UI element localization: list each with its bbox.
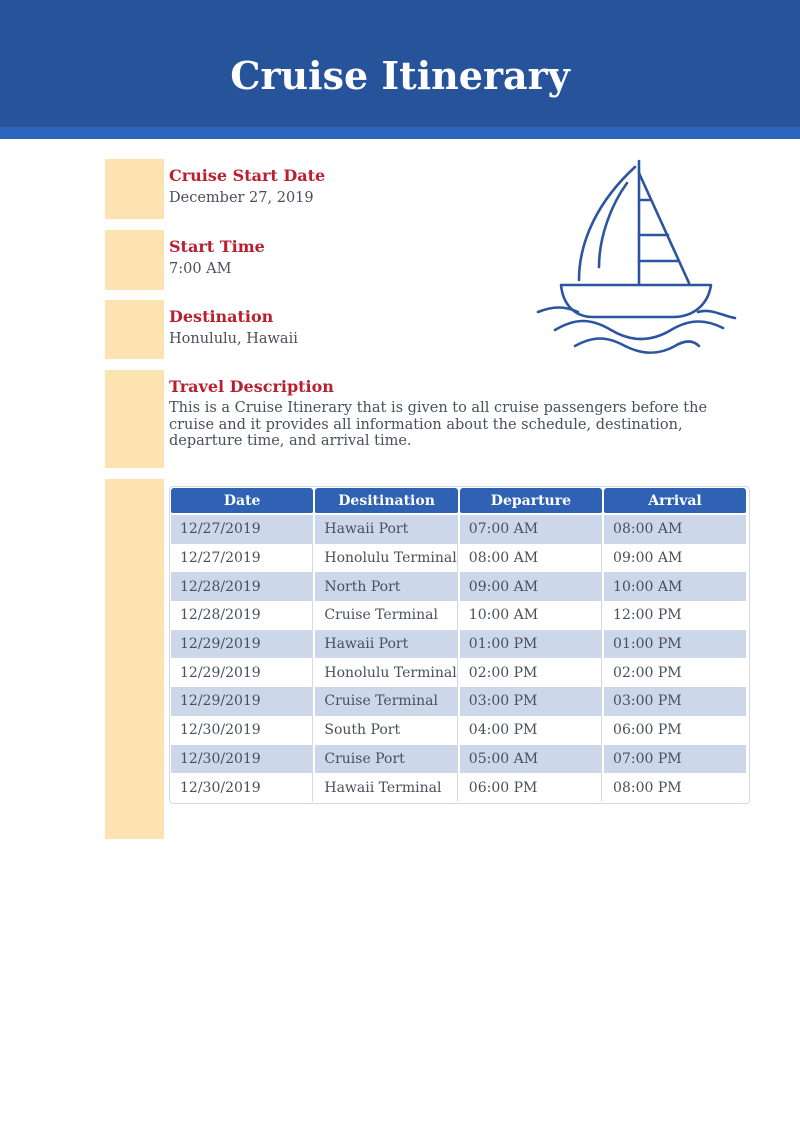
cell-destination: Honolulu Terminal (315, 544, 457, 573)
cell-departure: 08:00 AM (460, 544, 602, 573)
cell-destination: Hawaii Terminal (315, 773, 457, 802)
cell-destination: North Port (315, 572, 457, 601)
field-value: 7:00 AM (169, 261, 232, 277)
cell-destination: Cruise Terminal (315, 687, 457, 716)
cell-departure: 04:00 PM (460, 716, 602, 745)
cell-date: 12/28/2019 (171, 572, 313, 601)
cell-destination: Cruise Port (315, 745, 457, 774)
accent-bar-table (105, 479, 164, 839)
table-row (171, 773, 746, 802)
cell-arrival: 01:00 PM (604, 630, 746, 659)
cell-date: 12/30/2019 (171, 773, 313, 802)
table-row (171, 572, 746, 601)
cell-date: 12/29/2019 (171, 658, 313, 687)
cell-destination: South Port (315, 716, 457, 745)
cell-date: 12/29/2019 (171, 687, 313, 716)
cell-arrival: 02:00 PM (604, 658, 746, 687)
field-value: Honululu, Hawaii (169, 331, 298, 347)
column-header-arrival: Arrival (604, 488, 746, 515)
table-row (171, 601, 746, 630)
column-header-departure: Departure (460, 488, 602, 515)
table-row (171, 515, 746, 544)
table-row (171, 716, 746, 745)
cell-arrival: 09:00 AM (604, 544, 746, 573)
cell-arrival: 10:00 AM (604, 572, 746, 601)
cell-arrival: 03:00 PM (604, 687, 746, 716)
cell-date: 12/30/2019 (171, 745, 313, 774)
cell-departure: 09:00 AM (460, 572, 602, 601)
table-row (171, 687, 746, 716)
field-label: Cruise Start Date (169, 166, 326, 185)
cell-departure: 07:00 AM (460, 515, 602, 544)
field-label: Travel Description (169, 377, 334, 396)
cell-destination: Honolulu Terminal (315, 658, 457, 687)
cell-date: 12/28/2019 (171, 601, 313, 630)
cell-arrival: 08:00 PM (604, 773, 746, 802)
field-label: Start Time (169, 237, 265, 256)
cell-destination: Hawaii Port (315, 515, 457, 544)
cell-destination: Hawaii Port (315, 630, 457, 659)
table-header-row (171, 488, 746, 515)
cell-arrival: 07:00 PM (604, 745, 746, 774)
page-title: Cruise Itinerary (230, 53, 570, 98)
table-row (171, 658, 746, 687)
cell-destination: Cruise Terminal (315, 601, 457, 630)
cell-date: 12/29/2019 (171, 630, 313, 659)
field-value: December 27, 2019 (169, 190, 314, 206)
accent-bar-description (105, 370, 164, 468)
cell-arrival: 12:00 PM (604, 601, 746, 630)
cell-arrival: 08:00 AM (604, 515, 746, 544)
column-header-date: Date (171, 488, 313, 515)
accent-bar-start-time (105, 230, 164, 290)
cell-date: 12/30/2019 (171, 716, 313, 745)
cell-date: 12/27/2019 (171, 544, 313, 573)
column-header-destination: Desitination (315, 488, 457, 515)
accent-bar-start-date (105, 159, 164, 219)
cell-departure: 05:00 AM (460, 745, 602, 774)
header-accent-strip (0, 127, 800, 139)
field-label: Destination (169, 307, 274, 326)
cell-departure: 06:00 PM (460, 773, 602, 802)
accent-bar-destination (105, 300, 164, 359)
cell-date: 12/27/2019 (171, 515, 313, 544)
cell-departure: 03:00 PM (460, 687, 602, 716)
itinerary-table (169, 486, 750, 804)
table-row (171, 630, 746, 659)
cell-departure: 02:00 PM (460, 658, 602, 687)
cell-departure: 10:00 AM (460, 601, 602, 630)
table-row (171, 544, 746, 573)
field-travel-description (169, 377, 739, 450)
cell-arrival: 06:00 PM (604, 716, 746, 745)
cell-departure: 01:00 PM (460, 630, 602, 659)
field-value: This is a Cruise Itinerary that is given to all cruise passengers before the cruise and it provides all information about the schedule, destination, departure time, and arrival time. (169, 400, 708, 449)
table-row (171, 745, 746, 774)
sailboat-icon (533, 155, 743, 355)
